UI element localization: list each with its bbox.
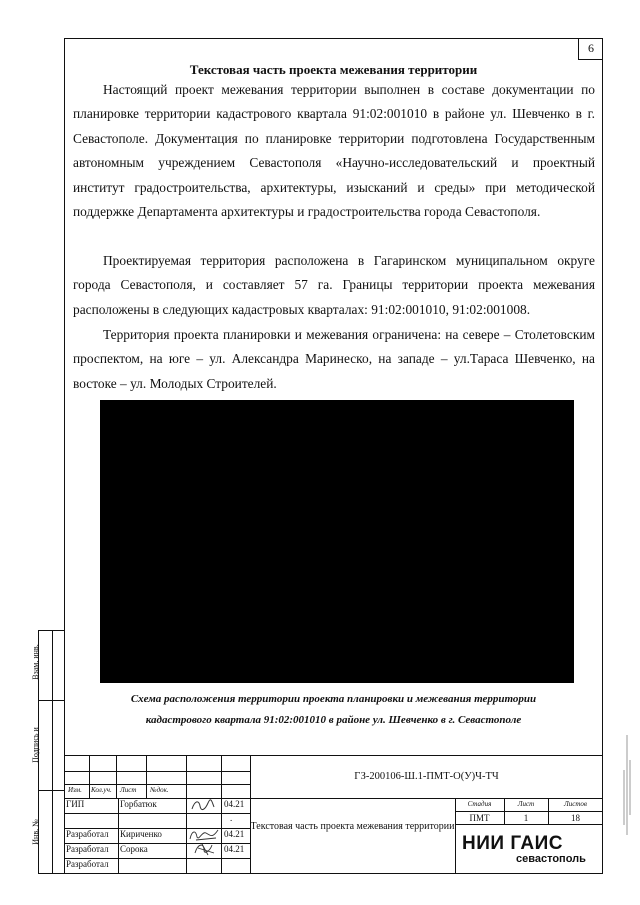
figure-caption: [64, 689, 603, 731]
header-ndok: №док.: [150, 786, 169, 794]
sheet-value: 1: [523, 813, 529, 823]
row-4-name: Сорока: [120, 844, 148, 854]
title-block-rule: [186, 755, 187, 874]
title-block-rule: [118, 798, 119, 874]
title-block-rule: [455, 824, 603, 825]
paragraph-1: Настоящий проект межевания территории выполнен в составе документации по планировке территории кадастрового квартала 91:02:001010 в районе ул. Шевченко в г. Севастополе. Документация по планировке территории подготовлена Государственным автономным учреждением Севастополя «Научно-исследовательский и проектный институт градостроительства, архитектуры, изысканий и среды» при методической поддержке Департамента архитектуры и градостроительства города Севастополя.: [73, 82, 595, 220]
figure-caption-line-1: Схема расположения территории проекта планировки и межевания территории: [130, 693, 537, 705]
row-4-date: 04.21: [224, 844, 245, 854]
title-block-rule: [455, 798, 456, 874]
side-strip-divider: [52, 630, 64, 874]
title-block-rule: [89, 755, 90, 798]
row-2-date: .: [230, 813, 233, 823]
title-block-rule: [146, 755, 147, 798]
signature-soroka: [192, 841, 218, 860]
title-block-rule: [455, 811, 603, 812]
header-izm: Изм.: [68, 786, 82, 794]
location-map-image: [100, 400, 574, 683]
title-block-rule: [64, 771, 250, 772]
side-label-inv-no: Инв. №: [31, 819, 40, 845]
row-4-role: Разработал: [66, 844, 109, 854]
paragraph-2: Проектируемая территория расположена в Гагаринском муниципальном округе города Севастополя, и составляет 57 га. Границы территории проекта межевания расположены в следующих кадастровых кварталах: 91:02:001010, 91:02:001008.: [73, 253, 595, 317]
side-strip-rule: [38, 700, 64, 701]
row-1-date: 04.21: [224, 799, 245, 809]
page-title: Текстовая часть проекта межевания территории: [189, 62, 478, 77]
scan-binding-marks: [620, 730, 634, 840]
sheet-header: Лист: [517, 800, 535, 808]
side-label-vzam-inv: Взам. инв.: [31, 644, 40, 680]
stage-value: ПМТ: [469, 813, 490, 823]
document-code: ГЗ-200106-Ш.1-ПМТ-О(У)Ч-ТЧ: [354, 771, 499, 782]
org-logo-name: НИИ ГАИС: [462, 833, 563, 854]
page-number: 6: [578, 38, 603, 60]
org-logo-city: севастополь: [516, 853, 586, 865]
row-1-role: ГИП: [66, 799, 85, 809]
title-block-rule: [221, 755, 222, 874]
paragraph-3: Территория проекта планировки и межевания ограничена: на севере – Столетовским проспектом, на юге – ул. Александра Маринеско, на западе – ул.Тараса Шевченко, на востоке – ул. Молодых Строителей.: [73, 327, 595, 391]
document-title: Текстовая часть проекта межевания территории: [250, 821, 455, 832]
sheets-value: 18: [571, 813, 580, 823]
row-3-name: Кириченко: [120, 829, 162, 839]
header-kol-uch: Кол.уч.: [91, 786, 112, 794]
title-block-rule: [64, 784, 250, 785]
header-list: Лист: [120, 786, 137, 794]
sheets-header: Листов: [564, 800, 587, 808]
title-block-rule: [64, 755, 603, 756]
title-block: [64, 755, 603, 874]
signature-gorbatyuk: [190, 798, 216, 815]
title-block-rule: [116, 755, 117, 798]
row-5-role: Разработал: [66, 859, 109, 869]
side-label-podpis: Подпись и: [31, 727, 40, 763]
figure-caption-line-2: кадастрового квартала 91:02:001010 в районе ул. Шевченко в г. Севастополе: [145, 714, 522, 726]
row-1-name: Горбатюк: [120, 799, 157, 809]
title-block-rule: [64, 813, 250, 814]
stage-header: Стадия: [467, 800, 492, 808]
side-strip-rule: [38, 790, 64, 791]
row-3-role: Разработал: [66, 829, 109, 839]
row-3-date: 04.21: [224, 829, 245, 839]
